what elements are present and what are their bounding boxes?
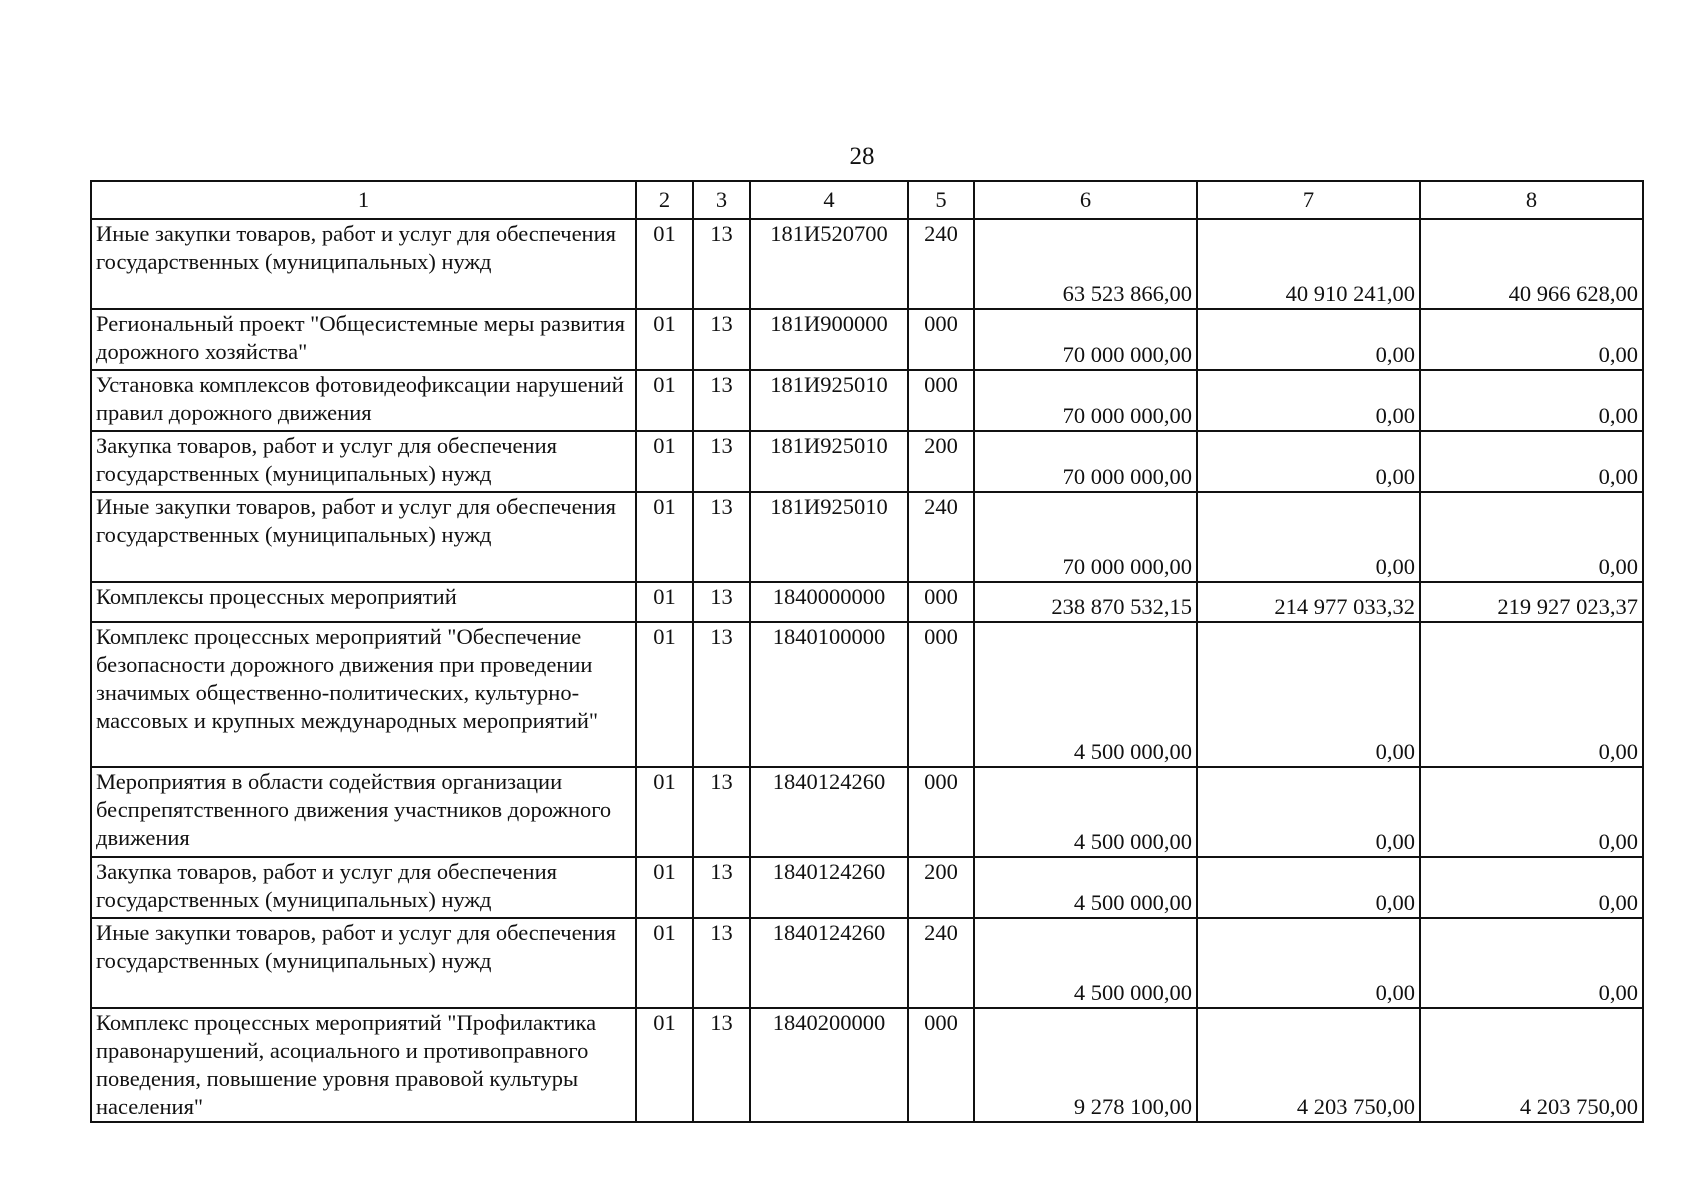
section-code: 01	[636, 370, 693, 431]
section-code: 01	[636, 1008, 693, 1122]
amount-col7: 0,00	[1197, 622, 1420, 767]
amount-col8: 0,00	[1420, 309, 1643, 370]
amount-col7: 0,00	[1197, 767, 1420, 857]
amount-col6: 4 500 000,00	[974, 857, 1197, 918]
row-name: Иные закупки товаров, работ и услуг для обеспечения государственных (муниципальных) нужд	[91, 219, 636, 309]
target-article-code: 1840124260	[750, 857, 908, 918]
table-row	[91, 219, 1643, 309]
row-name: Иные закупки товаров, работ и услуг для обеспечения государственных (муниципальных) нужд	[91, 918, 636, 1008]
target-article-code: 1840200000	[750, 1008, 908, 1122]
amount-col8: 0,00	[1420, 492, 1643, 582]
amount-col6: 4 500 000,00	[974, 767, 1197, 857]
table-header-row	[91, 181, 1643, 219]
section-code: 01	[636, 219, 693, 309]
expense-type-code: 240	[908, 219, 974, 309]
column-header: 5	[908, 181, 974, 219]
amount-col7: 0,00	[1197, 309, 1420, 370]
subsection-code: 13	[693, 431, 750, 492]
page-number: 28	[849, 143, 875, 170]
amount-col6: 70 000 000,00	[974, 431, 1197, 492]
row-name: Комплексы процессных мероприятий	[91, 582, 636, 622]
amount-col6: 63 523 866,00	[974, 219, 1197, 309]
amount-col8: 0,00	[1420, 431, 1643, 492]
expense-type-code: 000	[908, 622, 974, 767]
target-article-code: 1840000000	[750, 582, 908, 622]
section-code: 01	[636, 918, 693, 1008]
row-name: Региональный проект "Общесистемные меры развития дорожного хозяйства"	[91, 309, 636, 370]
table-row	[91, 767, 1643, 857]
section-code: 01	[636, 767, 693, 857]
amount-col8: 0,00	[1420, 918, 1643, 1008]
target-article-code: 1840124260	[750, 918, 908, 1008]
subsection-code: 13	[693, 219, 750, 309]
amount-col6: 4 500 000,00	[974, 918, 1197, 1008]
amount-col7: 4 203 750,00	[1197, 1008, 1420, 1122]
amount-col7: 214 977 033,32	[1197, 582, 1420, 622]
target-article-code: 181И520700	[750, 219, 908, 309]
column-header: 4	[750, 181, 908, 219]
subsection-code: 13	[693, 582, 750, 622]
target-article-code: 181И925010	[750, 370, 908, 431]
target-article-code: 181И925010	[750, 431, 908, 492]
amount-col6: 9 278 100,00	[974, 1008, 1197, 1122]
subsection-code: 13	[693, 492, 750, 582]
row-name: Установка комплексов фотовидеофиксации нарушений правил дорожного движения	[91, 370, 636, 431]
subsection-code: 13	[693, 370, 750, 431]
section-code: 01	[636, 309, 693, 370]
expense-type-code: 000	[908, 767, 974, 857]
amount-col6: 238 870 532,15	[974, 582, 1197, 622]
subsection-code: 13	[693, 309, 750, 370]
amount-col8: 0,00	[1420, 857, 1643, 918]
column-header: 2	[636, 181, 693, 219]
section-code: 01	[636, 492, 693, 582]
expense-type-code: 240	[908, 492, 974, 582]
amount-col6: 70 000 000,00	[974, 492, 1197, 582]
budget-table	[90, 180, 1644, 1123]
subsection-code: 13	[693, 622, 750, 767]
row-name: Комплекс процессных мероприятий "Обеспечение безопасности дорожного движения при проведении значимых общественно-политических, культурно-массовых и крупных международных мероприятий"	[91, 622, 636, 767]
row-name: Мероприятия в области содействия организации беспрепятственного движения участников дорожного движения	[91, 767, 636, 857]
table-row	[91, 370, 1643, 431]
column-header: 7	[1197, 181, 1420, 219]
target-article-code: 1840100000	[750, 622, 908, 767]
table-row	[91, 492, 1643, 582]
table-row	[91, 582, 1643, 622]
expense-type-code: 240	[908, 918, 974, 1008]
table-row	[91, 918, 1643, 1008]
table-row	[91, 622, 1643, 767]
amount-col8: 0,00	[1420, 622, 1643, 767]
table-row	[91, 309, 1643, 370]
target-article-code: 181И900000	[750, 309, 908, 370]
column-header: 1	[91, 181, 636, 219]
expense-type-code: 000	[908, 1008, 974, 1122]
amount-col7: 0,00	[1197, 431, 1420, 492]
section-code: 01	[636, 582, 693, 622]
amount-col8: 40 966 628,00	[1420, 219, 1643, 309]
section-code: 01	[636, 857, 693, 918]
row-name: Закупка товаров, работ и услуг для обеспечения государственных (муниципальных) нужд	[91, 431, 636, 492]
amount-col6: 70 000 000,00	[974, 370, 1197, 431]
expense-type-code: 000	[908, 309, 974, 370]
amount-col8: 4 203 750,00	[1420, 1008, 1643, 1122]
subsection-code: 13	[693, 1008, 750, 1122]
row-name: Иные закупки товаров, работ и услуг для обеспечения государственных (муниципальных) нужд	[91, 492, 636, 582]
amount-col7: 0,00	[1197, 492, 1420, 582]
amount-col6: 4 500 000,00	[974, 622, 1197, 767]
column-header: 8	[1420, 181, 1643, 219]
amount-col8: 0,00	[1420, 767, 1643, 857]
subsection-code: 13	[693, 767, 750, 857]
expense-type-code: 200	[908, 431, 974, 492]
section-code: 01	[636, 431, 693, 492]
amount-col8: 219 927 023,37	[1420, 582, 1643, 622]
table-row	[91, 431, 1643, 492]
amount-col7: 0,00	[1197, 857, 1420, 918]
amount-col7: 0,00	[1197, 918, 1420, 1008]
row-name: Закупка товаров, работ и услуг для обеспечения государственных (муниципальных) нужд	[91, 857, 636, 918]
subsection-code: 13	[693, 918, 750, 1008]
target-article-code: 1840124260	[750, 767, 908, 857]
subsection-code: 13	[693, 857, 750, 918]
row-name: Комплекс процессных мероприятий "Профилактика правонарушений, асоциального и противоправного поведения, повышение уровня правовой культуры населения"	[91, 1008, 636, 1122]
expense-type-code: 000	[908, 370, 974, 431]
expense-type-code: 000	[908, 582, 974, 622]
table-row	[91, 857, 1643, 918]
column-header: 3	[693, 181, 750, 219]
amount-col7: 40 910 241,00	[1197, 219, 1420, 309]
table-row	[91, 1008, 1643, 1122]
column-header: 6	[974, 181, 1197, 219]
section-code: 01	[636, 622, 693, 767]
target-article-code: 181И925010	[750, 492, 908, 582]
expense-type-code: 200	[908, 857, 974, 918]
amount-col6: 70 000 000,00	[974, 309, 1197, 370]
amount-col7: 0,00	[1197, 370, 1420, 431]
amount-col8: 0,00	[1420, 370, 1643, 431]
